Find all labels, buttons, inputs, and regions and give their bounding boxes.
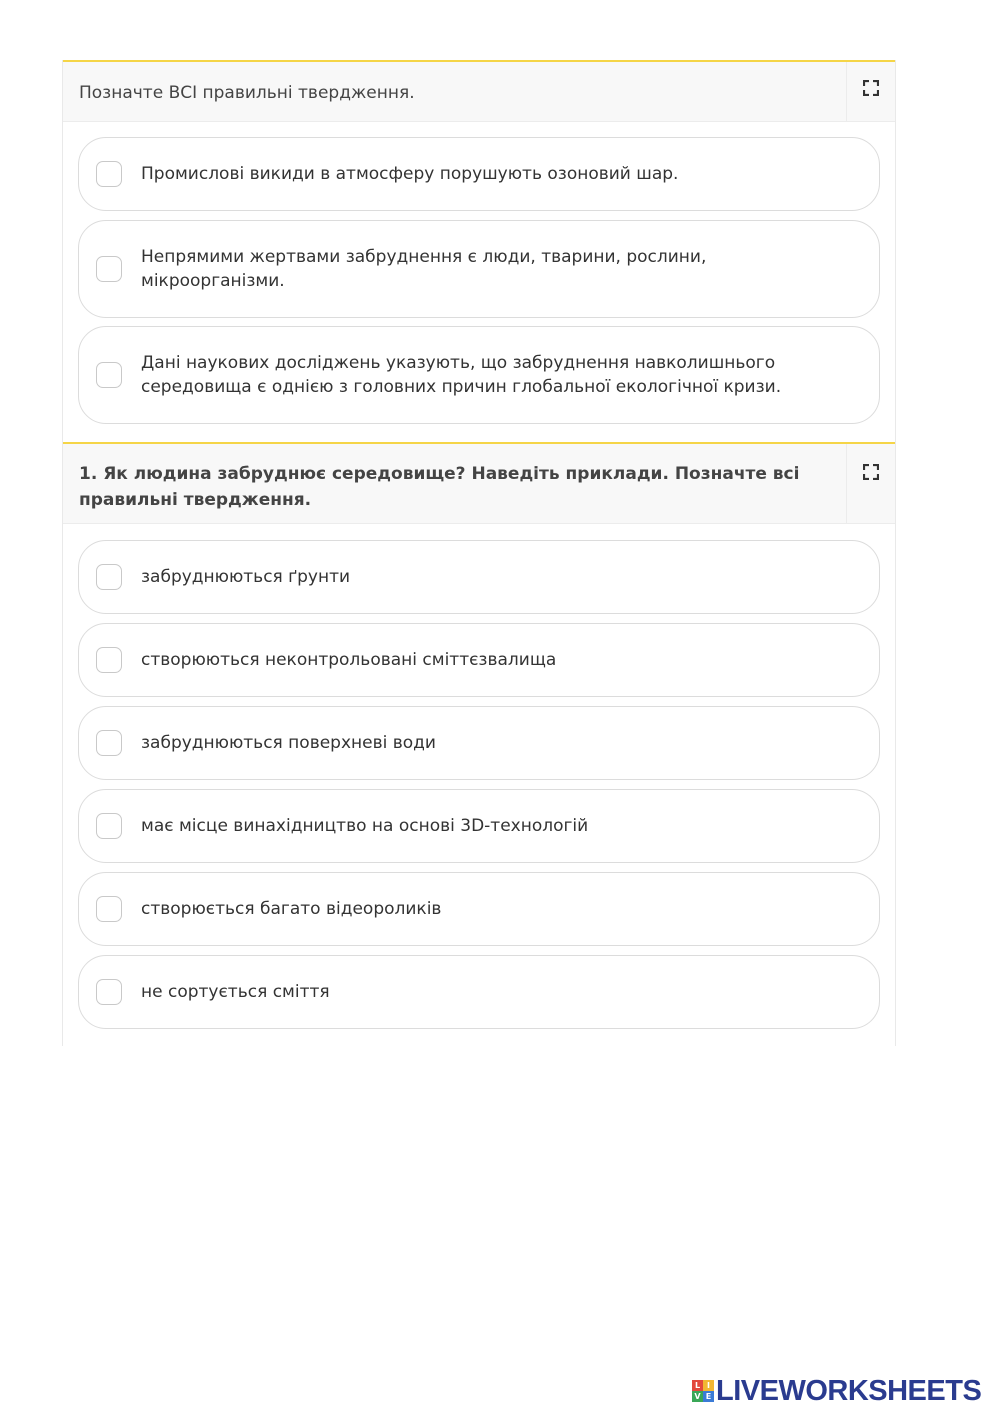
option-label: забруднюються поверхневі води xyxy=(141,733,436,753)
option-label: Промислові викиди в атмосферу порушують озоновий шар. xyxy=(141,164,679,184)
question-card-1 xyxy=(62,60,896,442)
option-label: не сортується сміття xyxy=(141,982,330,1002)
logo-letter-i: I xyxy=(703,1380,714,1391)
option-checkbox[interactable] xyxy=(96,730,122,756)
option-checkbox[interactable] xyxy=(96,564,122,590)
answer-option[interactable] xyxy=(78,540,880,614)
logo-letter-v: V xyxy=(692,1391,703,1402)
logo-letter-e: E xyxy=(703,1391,714,1402)
logo-text: LIVEWORKSHEETS xyxy=(716,1374,982,1407)
logo-letter-l: L xyxy=(692,1380,703,1391)
answer-option[interactable] xyxy=(78,955,880,1029)
question-title: Позначте ВСІ правильні твердження. xyxy=(79,83,415,103)
option-label: створюється багато відеороликів xyxy=(141,899,442,919)
option-checkbox[interactable] xyxy=(96,813,122,839)
option-checkbox[interactable] xyxy=(96,256,122,282)
logo-mark-icon xyxy=(692,1380,714,1402)
option-checkbox[interactable] xyxy=(96,161,122,187)
expand-icon xyxy=(863,464,879,480)
question-header xyxy=(63,60,895,122)
answer-option[interactable] xyxy=(78,137,880,211)
option-label: створюються неконтрольовані сміттєзвалища xyxy=(141,650,557,670)
option-checkbox[interactable] xyxy=(96,979,122,1005)
option-checkbox[interactable] xyxy=(96,647,122,673)
option-checkbox[interactable] xyxy=(96,362,122,388)
question-header xyxy=(63,442,895,524)
option-label: забруднюються ґрунти xyxy=(141,567,351,587)
expand-button[interactable] xyxy=(846,444,895,523)
option-label: має місце винахідництво на основі 3D-технологій xyxy=(141,816,589,836)
option-label: Дані наукових досліджень указують, що забруднення навколишнього середовища є однією з головних причин глобальної екологічної кризи. xyxy=(141,353,782,397)
answer-option[interactable] xyxy=(78,623,880,697)
liveworksheets-logo xyxy=(692,1376,981,1406)
answer-option[interactable] xyxy=(78,326,880,424)
expand-button[interactable] xyxy=(846,62,895,121)
answer-option[interactable] xyxy=(78,789,880,863)
question-card-2 xyxy=(62,442,896,1046)
answer-option[interactable] xyxy=(78,872,880,946)
expand-icon xyxy=(863,80,879,96)
question-title: 1. Як людина забруднює середовище? Наведіть приклади. Позначте всі правильні твердження. xyxy=(79,464,800,510)
option-label: Непрямими жертвами забруднення є люди, тварини, рослини, мікроорганізми. xyxy=(141,247,707,291)
option-checkbox[interactable] xyxy=(96,896,122,922)
answer-option[interactable] xyxy=(78,220,880,318)
answer-option[interactable] xyxy=(78,706,880,780)
